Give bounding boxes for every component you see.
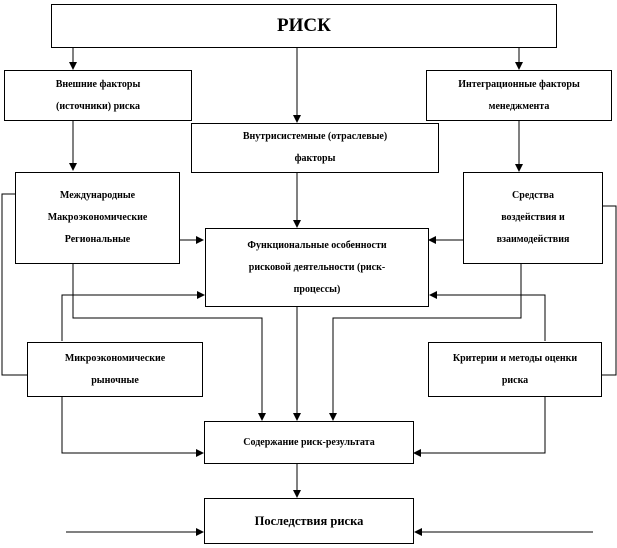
functional-line-1: Функциональные особенности (247, 239, 387, 251)
internal-factors-line-2: факторы (294, 153, 336, 164)
microeconomic-box (27, 342, 203, 397)
microeconomic-line-2: рыночные (91, 374, 139, 386)
integration-factors-box (426, 70, 612, 121)
influence-means-line-2: воздействия и (501, 212, 565, 223)
internal-factors-box (191, 123, 439, 173)
functional-line-3: процессы) (293, 283, 341, 295)
functional-features-box (205, 228, 429, 307)
risk-title-box (51, 4, 557, 48)
integration-factors-line-1: Интеграционные факторы (458, 78, 580, 90)
international-box (15, 172, 180, 264)
international-line-3: Региональные (64, 234, 131, 245)
influence-means-line-3: взаимодействия (496, 234, 570, 245)
external-factors-line-1: Внешние факторы (55, 78, 141, 90)
internal-factors-line-1: Внутрисистемные (отраслевые) (242, 131, 388, 142)
criteria-line-2: риска (501, 374, 529, 386)
risk-consequences-label: Последствия риска (254, 514, 364, 528)
right-bracket (602, 206, 616, 375)
arrow-criteria-to-content (414, 397, 545, 453)
integration-factors-line-2: менеджмента (488, 100, 550, 112)
microeconomic-line-1: Микроэкономические (64, 352, 166, 364)
arrow-micro-to-content (62, 397, 203, 453)
influence-means-box (463, 172, 603, 264)
risk-result-content-label: Содержание риск-результата (243, 436, 375, 448)
criteria-methods-box (428, 342, 602, 397)
risk-title: РИСК (277, 15, 331, 36)
functional-line-2: рисковой деятельности (риск- (248, 261, 386, 273)
risk-result-content-box (204, 421, 414, 464)
influence-means-line-1: Средства (512, 190, 554, 201)
external-factors-box (4, 70, 192, 121)
criteria-line-1: Критерии и методы оценки (452, 352, 578, 364)
international-line-1: Международные (59, 190, 136, 201)
external-factors-line-2: (источники) риска (56, 100, 140, 112)
risk-consequences-box (204, 498, 414, 544)
international-line-2: Макроэкономические (47, 212, 148, 223)
